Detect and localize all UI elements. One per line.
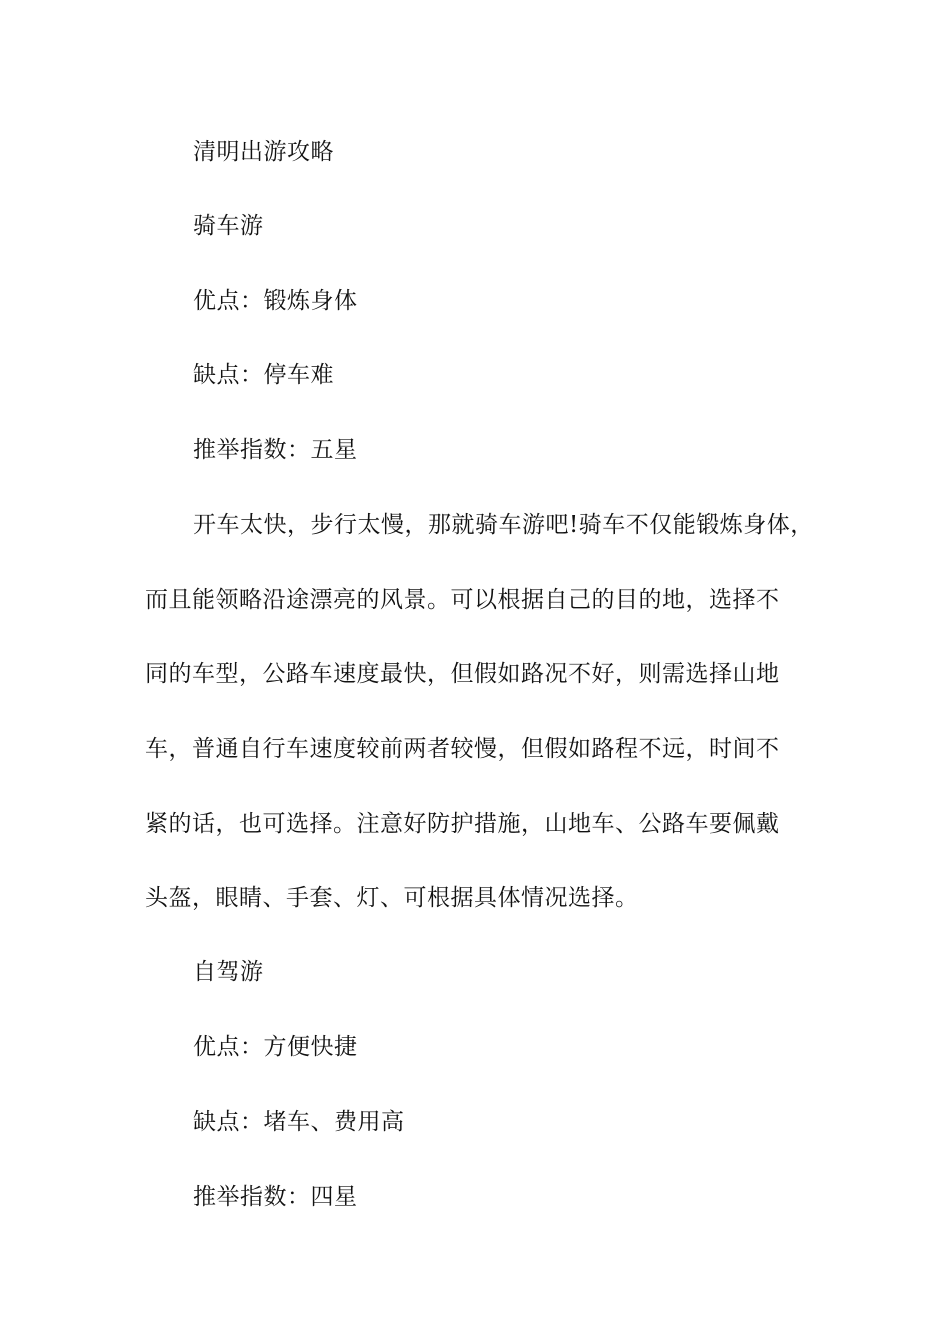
section-heading-selfdrive: 自驾游 — [193, 959, 264, 985]
cycling-paragraph-line-2: 而且能领略沿途漂亮的风景。可以根据自己的目的地，选择不 — [145, 587, 780, 613]
section-heading-cycling: 骑车游 — [193, 213, 264, 239]
document-title: 清明出游攻略 — [193, 139, 334, 165]
cycling-paragraph-line-4: 车，普通自行车速度较前两者较慢，但假如路程不远，时间不 — [145, 736, 780, 762]
cycling-cons: 缺点：停车难 — [193, 362, 334, 388]
selfdrive-pros: 优点：方便快捷 — [193, 1034, 358, 1060]
cycling-rating: 推举指数：五星 — [193, 437, 358, 463]
selfdrive-rating: 推举指数：四星 — [193, 1184, 358, 1210]
selfdrive-cons: 缺点：堵车、费用高 — [193, 1109, 405, 1135]
cycling-paragraph-line-1: 开车太快，步行太慢，那就骑车游吧!骑车不仅能锻炼身体， — [193, 512, 814, 538]
cycling-paragraph-line-5: 紧的话，也可选择。注意好防护措施，山地车、公路车要佩戴 — [145, 811, 780, 837]
cycling-paragraph-line-3: 同的车型，公路车速度最快，但假如路况不好，则需选择山地 — [145, 661, 780, 687]
cycling-pros: 优点：锻炼身体 — [193, 288, 358, 314]
cycling-paragraph-line-6: 头盔，眼睛、手套、灯、可根据具体情况选择。 — [145, 885, 639, 911]
